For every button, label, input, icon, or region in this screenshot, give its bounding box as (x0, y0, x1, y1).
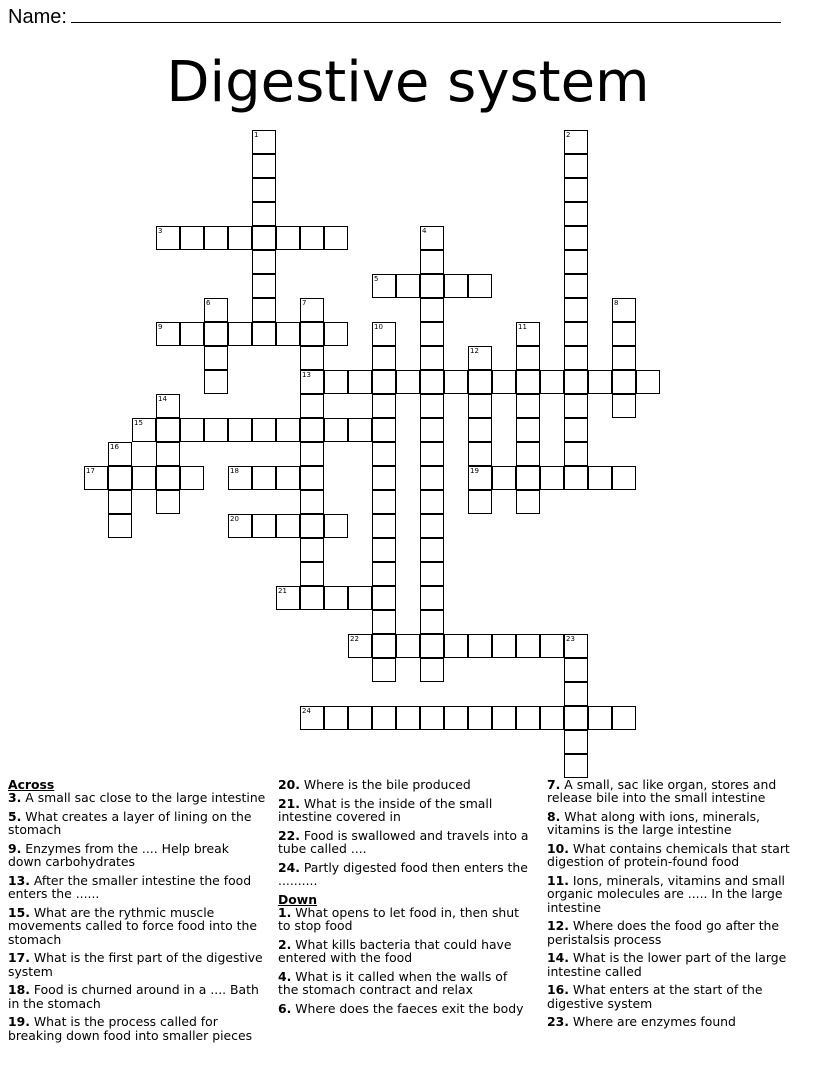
grid-cell[interactable] (564, 226, 588, 250)
grid-cell[interactable] (444, 634, 468, 658)
grid-cell[interactable] (300, 466, 324, 490)
cell-number: 2 (566, 131, 571, 139)
cell-number: 17 (86, 467, 95, 475)
grid-cell[interactable] (420, 322, 444, 346)
grid-cell[interactable] (516, 394, 540, 418)
down-clue: 10. What contains chemicals that start digestion of protein-found food (547, 841, 790, 870)
grid-cell[interactable] (348, 634, 372, 658)
cell-number: 19 (470, 467, 479, 475)
grid-cell[interactable] (84, 466, 108, 490)
grid-cell[interactable] (564, 130, 588, 154)
grid-cell[interactable] (300, 370, 324, 394)
grid-cell[interactable] (180, 322, 204, 346)
grid-cell[interactable] (252, 226, 276, 250)
grid-cell[interactable] (516, 346, 540, 370)
grid-cell[interactable] (324, 706, 348, 730)
grid-cell[interactable] (252, 130, 276, 154)
grid-cell[interactable] (612, 298, 636, 322)
grid-cell[interactable] (516, 418, 540, 442)
down-clue: 16. What enters at the start of the digestive system (547, 982, 763, 1011)
cell-number: 6 (206, 299, 211, 307)
grid-cell[interactable] (492, 634, 516, 658)
cell-number: 14 (158, 395, 167, 403)
grid-cell[interactable] (588, 466, 612, 490)
page-title: Digestive system (166, 50, 650, 115)
across-clue: 5. What creates a layer of lining on the stomach (8, 809, 252, 838)
grid-cell[interactable] (420, 466, 444, 490)
grid-cell[interactable] (300, 298, 324, 322)
across-clue: 13. After the smaller intestine the food enters the ...... (8, 873, 252, 902)
grid-cell[interactable] (420, 298, 444, 322)
grid-cell[interactable] (420, 634, 444, 658)
grid-cell[interactable] (372, 418, 396, 442)
grid-cell[interactable] (372, 322, 396, 346)
grid-cell[interactable] (156, 226, 180, 250)
grid-cell[interactable] (564, 274, 588, 298)
down-clue: 4. What is it called when the walls of the stomach contract and relax (278, 969, 508, 998)
grid-cell[interactable] (540, 634, 564, 658)
grid-cell[interactable] (348, 586, 372, 610)
cell-number: 10 (374, 323, 383, 331)
down-clue: 23. Where are enzymes found (547, 1014, 736, 1030)
grid-cell[interactable] (252, 466, 276, 490)
grid-cell[interactable] (228, 514, 252, 538)
grid-cell[interactable] (468, 418, 492, 442)
grid-cell[interactable] (564, 154, 588, 178)
cell-number: 24 (302, 707, 311, 715)
grid-cell[interactable] (108, 514, 132, 538)
grid-cell[interactable] (252, 154, 276, 178)
grid-cell[interactable] (372, 370, 396, 394)
grid-cell[interactable] (300, 562, 324, 586)
grid-cell[interactable] (564, 418, 588, 442)
grid-cell[interactable] (372, 538, 396, 562)
across-clue: 15. What are the rythmic muscle movements called to force food into the stomach (8, 905, 257, 947)
across-clue: 21. What is the inside of the small intestine covered in (278, 795, 493, 824)
grid-cell[interactable] (228, 322, 252, 346)
grid-cell[interactable] (564, 178, 588, 202)
cell-number: 11 (518, 323, 527, 331)
grid-cell[interactable] (324, 514, 348, 538)
grid-cell[interactable] (612, 706, 636, 730)
grid-cell[interactable] (204, 226, 228, 250)
grid-cell[interactable] (348, 706, 372, 730)
grid-cell[interactable] (588, 706, 612, 730)
grid-cell[interactable] (132, 418, 156, 442)
cell-number: 21 (278, 587, 287, 595)
grid-cell[interactable] (396, 634, 420, 658)
cell-number: 8 (614, 299, 619, 307)
clues-column-2 (278, 778, 530, 1021)
grid-cell[interactable] (612, 394, 636, 418)
grid-cell[interactable] (204, 298, 228, 322)
grid-cell[interactable] (516, 490, 540, 514)
grid-cell[interactable] (468, 442, 492, 466)
name-row (8, 4, 781, 29)
down-clue: 6. Where does the faeces exit the body (278, 1001, 524, 1016)
grid-cell[interactable] (372, 586, 396, 610)
grid-cell[interactable] (204, 418, 228, 442)
grid-cell[interactable] (468, 394, 492, 418)
grid-cell[interactable] (492, 706, 516, 730)
down-clue: 11. Ions, minerals, vitamins and small organic molecules are ..... In the large intestine (547, 873, 786, 915)
grid-cell[interactable] (108, 466, 132, 490)
grid-cell[interactable] (156, 394, 180, 418)
grid-cell[interactable] (180, 226, 204, 250)
grid-cell[interactable] (420, 250, 444, 274)
grid-cell[interactable] (564, 394, 588, 418)
clues-column-1 (8, 778, 266, 1047)
grid-cell[interactable] (204, 322, 228, 346)
grid-cell[interactable] (420, 562, 444, 586)
grid-cell[interactable] (372, 346, 396, 370)
down-clue: 12. Where does the food go after the peristalsis process (547, 918, 780, 947)
grid-cell[interactable] (276, 418, 300, 442)
across-clue: 20. Where is the bile produced (278, 777, 471, 792)
across-clue: 3. A small sac close to the large intestine (8, 790, 266, 806)
cell-number: 9 (158, 323, 163, 331)
grid-cell[interactable] (348, 418, 372, 442)
grid-cell[interactable] (396, 274, 420, 298)
grid-cell[interactable] (540, 370, 564, 394)
grid-cell[interactable] (372, 658, 396, 682)
grid-cell[interactable] (228, 418, 252, 442)
grid-cell[interactable] (420, 370, 444, 394)
grid-cell[interactable] (372, 562, 396, 586)
cell-number: 22 (350, 635, 359, 643)
across-clue: 22. Food is swallowed and travels into a tube called .... (278, 827, 529, 856)
grid-cell[interactable] (348, 370, 372, 394)
grid-cell[interactable] (516, 370, 540, 394)
grid-cell[interactable] (228, 226, 252, 250)
grid-cell[interactable] (252, 178, 276, 202)
grid-cell[interactable] (468, 634, 492, 658)
grid-cell[interactable] (612, 322, 636, 346)
grid-cell[interactable] (540, 466, 564, 490)
grid-cell[interactable] (180, 418, 204, 442)
grid-cell[interactable] (516, 322, 540, 346)
down-clue: 1. What opens to let food in, then shut to stop food (278, 905, 519, 934)
grid-cell[interactable] (396, 370, 420, 394)
grid-cell[interactable] (420, 514, 444, 538)
grid-cell[interactable] (300, 418, 324, 442)
grid-cell[interactable] (204, 370, 228, 394)
grid-cell[interactable] (276, 322, 300, 346)
grid-cell[interactable] (108, 490, 132, 514)
grid-cell[interactable] (468, 274, 492, 298)
grid-cell[interactable] (564, 730, 588, 754)
grid-cell[interactable] (564, 322, 588, 346)
grid-cell[interactable] (516, 706, 540, 730)
grid-cell[interactable] (180, 466, 204, 490)
down-clue: 8. What along with ions, minerals, vitamins is the large intestine (547, 809, 760, 838)
grid-cell[interactable] (372, 706, 396, 730)
grid-cell[interactable] (324, 322, 348, 346)
grid-cell[interactable] (252, 274, 276, 298)
clues-column-3 (547, 778, 799, 1034)
grid-cell[interactable] (420, 586, 444, 610)
cell-number: 1 (254, 131, 259, 139)
grid-cell[interactable] (252, 250, 276, 274)
grid-cell[interactable] (444, 370, 468, 394)
grid-cell[interactable] (372, 274, 396, 298)
grid-cell[interactable] (612, 466, 636, 490)
grid-cell[interactable] (252, 514, 276, 538)
across-heading: Across (8, 777, 55, 792)
grid-cell[interactable] (300, 514, 324, 538)
across-clue: 24. Partly digested food then enters the .......... (278, 859, 528, 888)
grid-cell[interactable] (468, 490, 492, 514)
grid-cell[interactable] (564, 634, 588, 658)
grid-cell[interactable] (420, 442, 444, 466)
grid-cell[interactable] (468, 466, 492, 490)
grid-cell[interactable] (372, 394, 396, 418)
grid-cell[interactable] (372, 442, 396, 466)
grid-cell[interactable] (540, 706, 564, 730)
grid-cell[interactable] (324, 226, 348, 250)
grid-cell[interactable] (564, 202, 588, 226)
grid-cell[interactable] (156, 490, 180, 514)
grid-cell[interactable] (300, 226, 324, 250)
grid-cell[interactable] (612, 370, 636, 394)
grid-cell[interactable] (204, 346, 228, 370)
grid-cell[interactable] (564, 442, 588, 466)
cell-number: 4 (422, 227, 427, 235)
grid-cell[interactable] (372, 514, 396, 538)
grid-cell[interactable] (276, 586, 300, 610)
grid-cell[interactable] (300, 394, 324, 418)
across-clue: 19. What is the process called for breaking down food into smaller pieces (8, 1014, 253, 1043)
grid-cell[interactable] (156, 442, 180, 466)
cell-number: 20 (230, 515, 239, 523)
grid-cell[interactable] (564, 250, 588, 274)
grid-cell[interactable] (564, 370, 588, 394)
grid-cell[interactable] (516, 442, 540, 466)
grid-cell[interactable] (252, 202, 276, 226)
grid-cell[interactable] (468, 370, 492, 394)
grid-cell[interactable] (492, 370, 516, 394)
cell-number: 16 (110, 443, 119, 451)
cell-number: 5 (374, 275, 379, 283)
grid-cell[interactable] (444, 706, 468, 730)
grid-cell[interactable] (636, 370, 660, 394)
grid-cell[interactable] (420, 658, 444, 682)
grid-cell[interactable] (420, 538, 444, 562)
grid-cell[interactable] (300, 322, 324, 346)
across-clue: 17. What is the first part of the digestive system (8, 950, 263, 979)
grid-cell[interactable] (324, 418, 348, 442)
cell-number: 15 (134, 419, 143, 427)
cell-number: 18 (230, 467, 239, 475)
grid-cell[interactable] (372, 466, 396, 490)
grid-cell[interactable] (468, 706, 492, 730)
grid-cell[interactable] (300, 706, 324, 730)
grid-cell[interactable] (564, 754, 588, 778)
grid-cell[interactable] (516, 466, 540, 490)
grid-cell[interactable] (156, 418, 180, 442)
grid-cell[interactable] (228, 466, 252, 490)
grid-cell[interactable] (276, 514, 300, 538)
cell-number: 12 (470, 347, 479, 355)
grid-cell[interactable] (444, 274, 468, 298)
grid-cell[interactable] (300, 538, 324, 562)
grid-cell[interactable] (156, 322, 180, 346)
grid-cell[interactable] (300, 346, 324, 370)
grid-cell[interactable] (420, 490, 444, 514)
grid-cell[interactable] (564, 466, 588, 490)
grid-cell[interactable] (564, 346, 588, 370)
name-label: Name: (8, 6, 67, 28)
grid-cell[interactable] (420, 274, 444, 298)
grid-cell[interactable] (132, 466, 156, 490)
grid-cell[interactable] (300, 586, 324, 610)
cell-number: 3 (158, 227, 163, 235)
grid-cell[interactable] (564, 706, 588, 730)
cell-number: 7 (302, 299, 307, 307)
grid-cell[interactable] (252, 322, 276, 346)
grid-cell[interactable] (156, 466, 180, 490)
grid-cell[interactable] (396, 706, 420, 730)
grid-cell[interactable] (276, 226, 300, 250)
grid-cell[interactable] (492, 466, 516, 490)
down-clue: 14. What is the lower part of the large intestine called (547, 950, 787, 979)
grid-cell[interactable] (420, 346, 444, 370)
grid-cell[interactable] (516, 634, 540, 658)
grid-cell[interactable] (564, 682, 588, 706)
down-clue: 7. A small, sac like organ, stores and release bile into the small intestine (547, 777, 777, 806)
grid-cell[interactable] (300, 442, 324, 466)
grid-cell[interactable] (372, 610, 396, 634)
cell-number: 13 (302, 371, 311, 379)
grid-cell[interactable] (108, 442, 132, 466)
down-clue: 2. What kills bacteria that could have entered with the food (278, 937, 512, 966)
grid-cell[interactable] (420, 706, 444, 730)
grid-cell[interactable] (588, 370, 612, 394)
grid-cell[interactable] (252, 418, 276, 442)
grid-cell[interactable] (372, 490, 396, 514)
down-heading: Down (278, 891, 318, 907)
grid-cell[interactable] (420, 394, 444, 418)
grid-cell[interactable] (564, 298, 588, 322)
grid-cell[interactable] (420, 610, 444, 634)
grid-cell[interactable] (252, 298, 276, 322)
cell-number: 23 (566, 635, 575, 643)
grid-cell[interactable] (324, 586, 348, 610)
grid-cell[interactable] (420, 418, 444, 442)
across-clue: 18. Food is churned around in a .... Bath in the stomach (8, 982, 259, 1011)
grid-cell[interactable] (564, 658, 588, 682)
grid-cell[interactable] (612, 346, 636, 370)
grid-cell[interactable] (300, 490, 324, 514)
grid-cell[interactable] (372, 634, 396, 658)
grid-cell[interactable] (468, 346, 492, 370)
name-input-line[interactable] (71, 4, 781, 23)
grid-cell[interactable] (276, 466, 300, 490)
grid-cell[interactable] (420, 226, 444, 250)
across-clue: 9. Enzymes from the .... Help break down carbohydrates (8, 841, 229, 870)
grid-cell[interactable] (324, 370, 348, 394)
